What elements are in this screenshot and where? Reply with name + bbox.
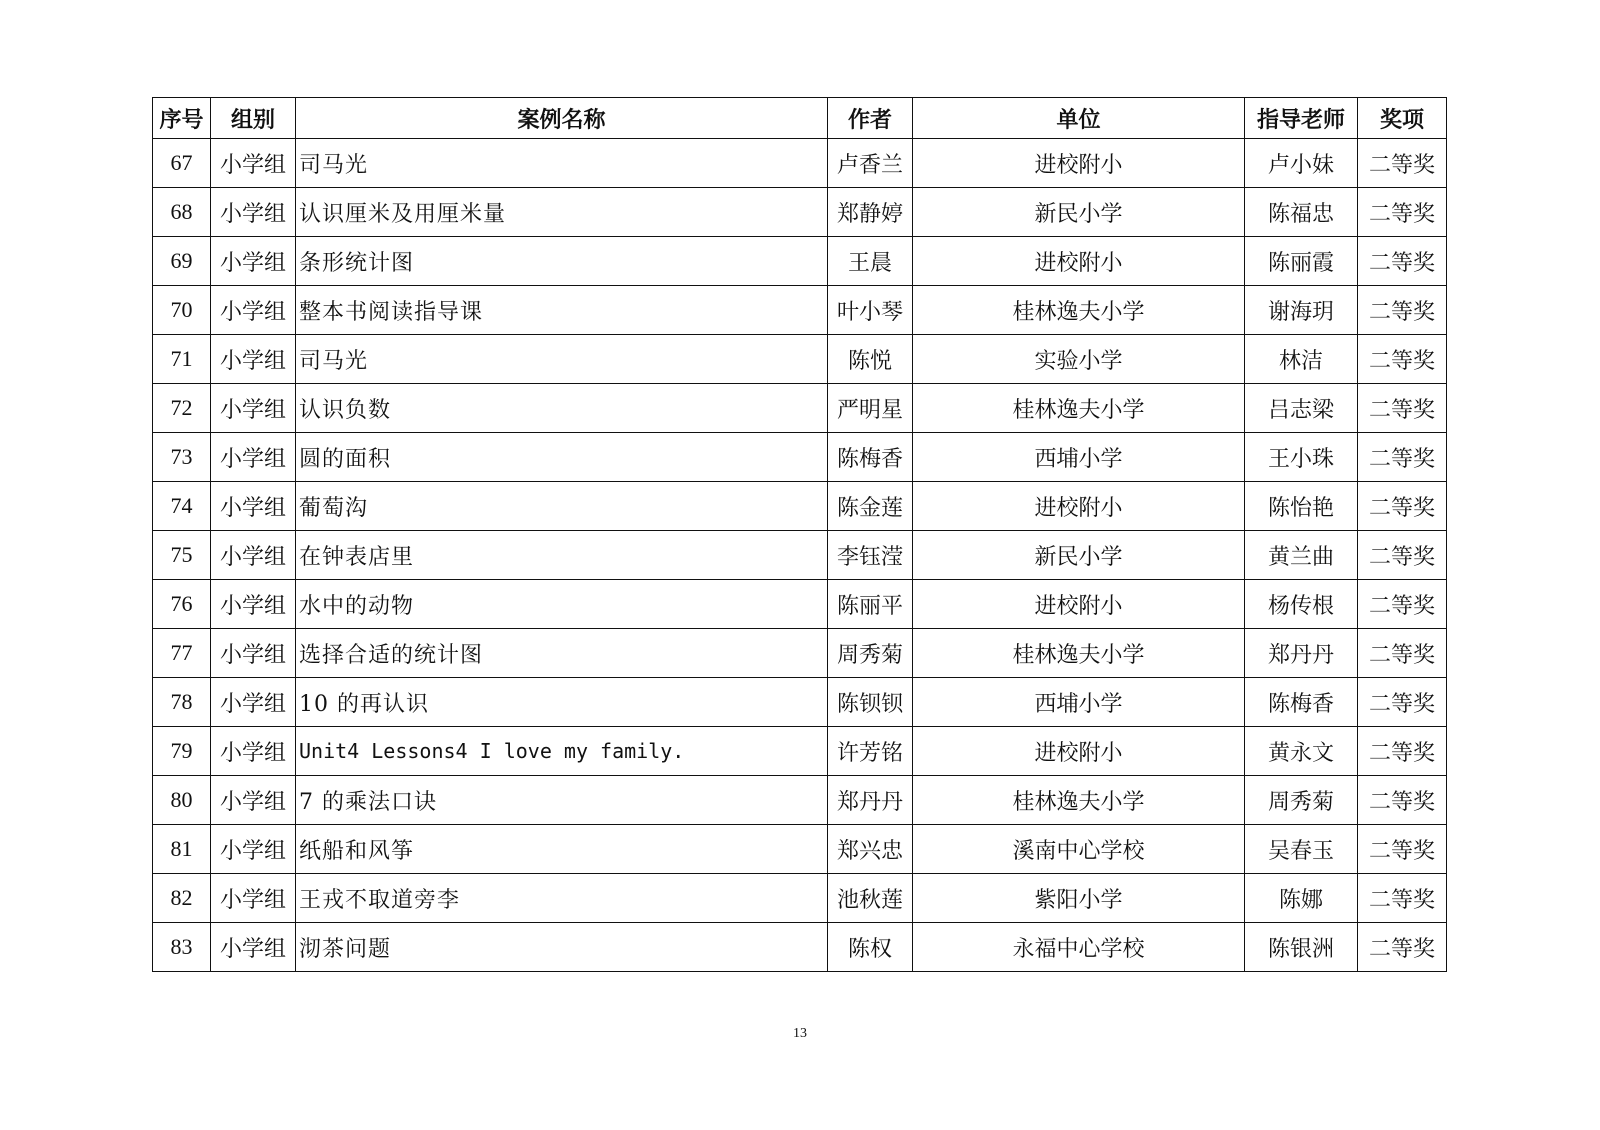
table-row (153, 139, 1447, 188)
cell-teacher: 郑丹丹 (1245, 629, 1358, 678)
cell-group: 小学组 (211, 531, 296, 580)
cell-author: 郑兴忠 (828, 825, 913, 874)
table-header-row (153, 98, 1447, 139)
cell-unit: 溪南中心学校 (913, 825, 1245, 874)
cell-no: 69 (153, 237, 211, 286)
cell-unit: 桂林逸夫小学 (913, 286, 1245, 335)
cell-teacher: 陈梅香 (1245, 678, 1358, 727)
cell-no: 79 (153, 727, 211, 776)
cell-award: 二等奖 (1358, 923, 1447, 972)
cell-title: 认识负数 (296, 384, 828, 433)
cell-award: 二等奖 (1358, 727, 1447, 776)
header-no: 序号 (153, 98, 211, 139)
cell-award: 二等奖 (1358, 139, 1447, 188)
cell-no: 67 (153, 139, 211, 188)
table-row (153, 384, 1447, 433)
cell-author: 陈金莲 (828, 482, 913, 531)
cell-title: 水中的动物 (296, 580, 828, 629)
cell-author: 陈悦 (828, 335, 913, 384)
cell-award: 二等奖 (1358, 629, 1447, 678)
cell-author: 卢香兰 (828, 139, 913, 188)
cell-author: 严明星 (828, 384, 913, 433)
cell-teacher: 杨传根 (1245, 580, 1358, 629)
cell-no: 82 (153, 874, 211, 923)
cell-title: 圆的面积 (296, 433, 828, 482)
table-row (153, 433, 1447, 482)
cell-unit: 新民小学 (913, 188, 1245, 237)
cell-title: 沏茶问题 (296, 923, 828, 972)
cell-teacher: 陈娜 (1245, 874, 1358, 923)
cell-group: 小学组 (211, 678, 296, 727)
cell-award: 二等奖 (1358, 678, 1447, 727)
table-row (153, 825, 1447, 874)
cell-teacher: 林洁 (1245, 335, 1358, 384)
cell-no: 81 (153, 825, 211, 874)
header-author: 作者 (828, 98, 913, 139)
cell-teacher: 吴春玉 (1245, 825, 1358, 874)
cell-unit: 永福中心学校 (913, 923, 1245, 972)
cell-title: 纸船和风筝 (296, 825, 828, 874)
cell-author: 郑丹丹 (828, 776, 913, 825)
cell-no: 78 (153, 678, 211, 727)
table-row (153, 482, 1447, 531)
cell-author: 郑静婷 (828, 188, 913, 237)
cell-title: 选择合适的统计图 (296, 629, 828, 678)
cell-award: 二等奖 (1358, 433, 1447, 482)
cell-unit: 进校附小 (913, 237, 1245, 286)
cell-teacher: 王小珠 (1245, 433, 1358, 482)
cell-no: 74 (153, 482, 211, 531)
table-row (153, 727, 1447, 776)
cell-author: 陈权 (828, 923, 913, 972)
cell-teacher: 陈银洲 (1245, 923, 1358, 972)
table-row (153, 874, 1447, 923)
cell-unit: 桂林逸夫小学 (913, 629, 1245, 678)
cell-title: 条形统计图 (296, 237, 828, 286)
cell-no: 70 (153, 286, 211, 335)
cell-teacher: 陈丽霞 (1245, 237, 1358, 286)
cell-author: 李钰滢 (828, 531, 913, 580)
cell-group: 小学组 (211, 482, 296, 531)
cell-award: 二等奖 (1358, 580, 1447, 629)
cell-title: Unit4 Lessons4 I love my family. (296, 727, 828, 776)
cell-unit: 进校附小 (913, 482, 1245, 531)
table-row (153, 531, 1447, 580)
cell-author: 周秀菊 (828, 629, 913, 678)
cell-award: 二等奖 (1358, 286, 1447, 335)
cell-group: 小学组 (211, 923, 296, 972)
cell-award: 二等奖 (1358, 825, 1447, 874)
cell-no: 83 (153, 923, 211, 972)
cell-author: 许芳铭 (828, 727, 913, 776)
table-row (153, 237, 1447, 286)
cell-award: 二等奖 (1358, 188, 1447, 237)
cell-unit: 进校附小 (913, 727, 1245, 776)
cell-group: 小学组 (211, 580, 296, 629)
cell-award: 二等奖 (1358, 874, 1447, 923)
cell-group: 小学组 (211, 433, 296, 482)
cell-teacher: 陈怡艳 (1245, 482, 1358, 531)
cell-title: 在钟表店里 (296, 531, 828, 580)
cell-group: 小学组 (211, 188, 296, 237)
cell-no: 73 (153, 433, 211, 482)
cell-no: 80 (153, 776, 211, 825)
cell-author: 陈丽平 (828, 580, 913, 629)
cell-author: 陈梅香 (828, 433, 913, 482)
header-unit: 单位 (913, 98, 1245, 139)
table-row (153, 776, 1447, 825)
cell-award: 二等奖 (1358, 531, 1447, 580)
cell-title: 王戎不取道旁李 (296, 874, 828, 923)
cell-unit: 桂林逸夫小学 (913, 776, 1245, 825)
cell-author: 池秋莲 (828, 874, 913, 923)
table-row (153, 335, 1447, 384)
table-row (153, 188, 1447, 237)
cell-teacher: 陈福忠 (1245, 188, 1358, 237)
cell-title: 司马光 (296, 139, 828, 188)
cell-no: 77 (153, 629, 211, 678)
cell-group: 小学组 (211, 776, 296, 825)
cell-award: 二等奖 (1358, 335, 1447, 384)
cell-group: 小学组 (211, 139, 296, 188)
cell-no: 72 (153, 384, 211, 433)
cell-unit: 实验小学 (913, 335, 1245, 384)
cell-unit: 进校附小 (913, 580, 1245, 629)
table-row (153, 923, 1447, 972)
cell-teacher: 卢小妹 (1245, 139, 1358, 188)
table-row (153, 629, 1447, 678)
table-row (153, 580, 1447, 629)
cell-group: 小学组 (211, 874, 296, 923)
cell-teacher: 谢海玥 (1245, 286, 1358, 335)
cell-author: 陈钡钡 (828, 678, 913, 727)
cell-group: 小学组 (211, 825, 296, 874)
cell-no: 75 (153, 531, 211, 580)
cell-no: 71 (153, 335, 211, 384)
header-teacher: 指导老师 (1245, 98, 1358, 139)
cell-group: 小学组 (211, 237, 296, 286)
cell-title: 7 的乘法口诀 (296, 776, 828, 825)
cell-award: 二等奖 (1358, 776, 1447, 825)
cell-title: 认识厘米及用厘米量 (296, 188, 828, 237)
cell-title: 10 的再认识 (296, 678, 828, 727)
cell-group: 小学组 (211, 384, 296, 433)
cell-teacher: 周秀菊 (1245, 776, 1358, 825)
cell-unit: 新民小学 (913, 531, 1245, 580)
cell-group: 小学组 (211, 286, 296, 335)
cell-teacher: 黄永文 (1245, 727, 1358, 776)
header-title: 案例名称 (296, 98, 828, 139)
header-group: 组别 (211, 98, 296, 139)
cell-group: 小学组 (211, 727, 296, 776)
page-number: 13 (793, 1026, 807, 1041)
cell-title: 葡萄沟 (296, 482, 828, 531)
cell-title: 整本书阅读指导课 (296, 286, 828, 335)
cell-author: 叶小琴 (828, 286, 913, 335)
cell-group: 小学组 (211, 629, 296, 678)
cell-unit: 紫阳小学 (913, 874, 1245, 923)
cell-unit: 桂林逸夫小学 (913, 384, 1245, 433)
table-row (153, 678, 1447, 727)
cell-group: 小学组 (211, 335, 296, 384)
awards-table (152, 97, 1447, 972)
header-award: 奖项 (1358, 98, 1447, 139)
cell-award: 二等奖 (1358, 384, 1447, 433)
cell-award: 二等奖 (1358, 482, 1447, 531)
cell-no: 76 (153, 580, 211, 629)
cell-author: 王晨 (828, 237, 913, 286)
cell-award: 二等奖 (1358, 237, 1447, 286)
cell-unit: 西埔小学 (913, 433, 1245, 482)
cell-teacher: 吕志梁 (1245, 384, 1358, 433)
cell-teacher: 黄兰曲 (1245, 531, 1358, 580)
table-row (153, 286, 1447, 335)
cell-no: 68 (153, 188, 211, 237)
cell-title: 司马光 (296, 335, 828, 384)
cell-unit: 进校附小 (913, 139, 1245, 188)
cell-unit: 西埔小学 (913, 678, 1245, 727)
